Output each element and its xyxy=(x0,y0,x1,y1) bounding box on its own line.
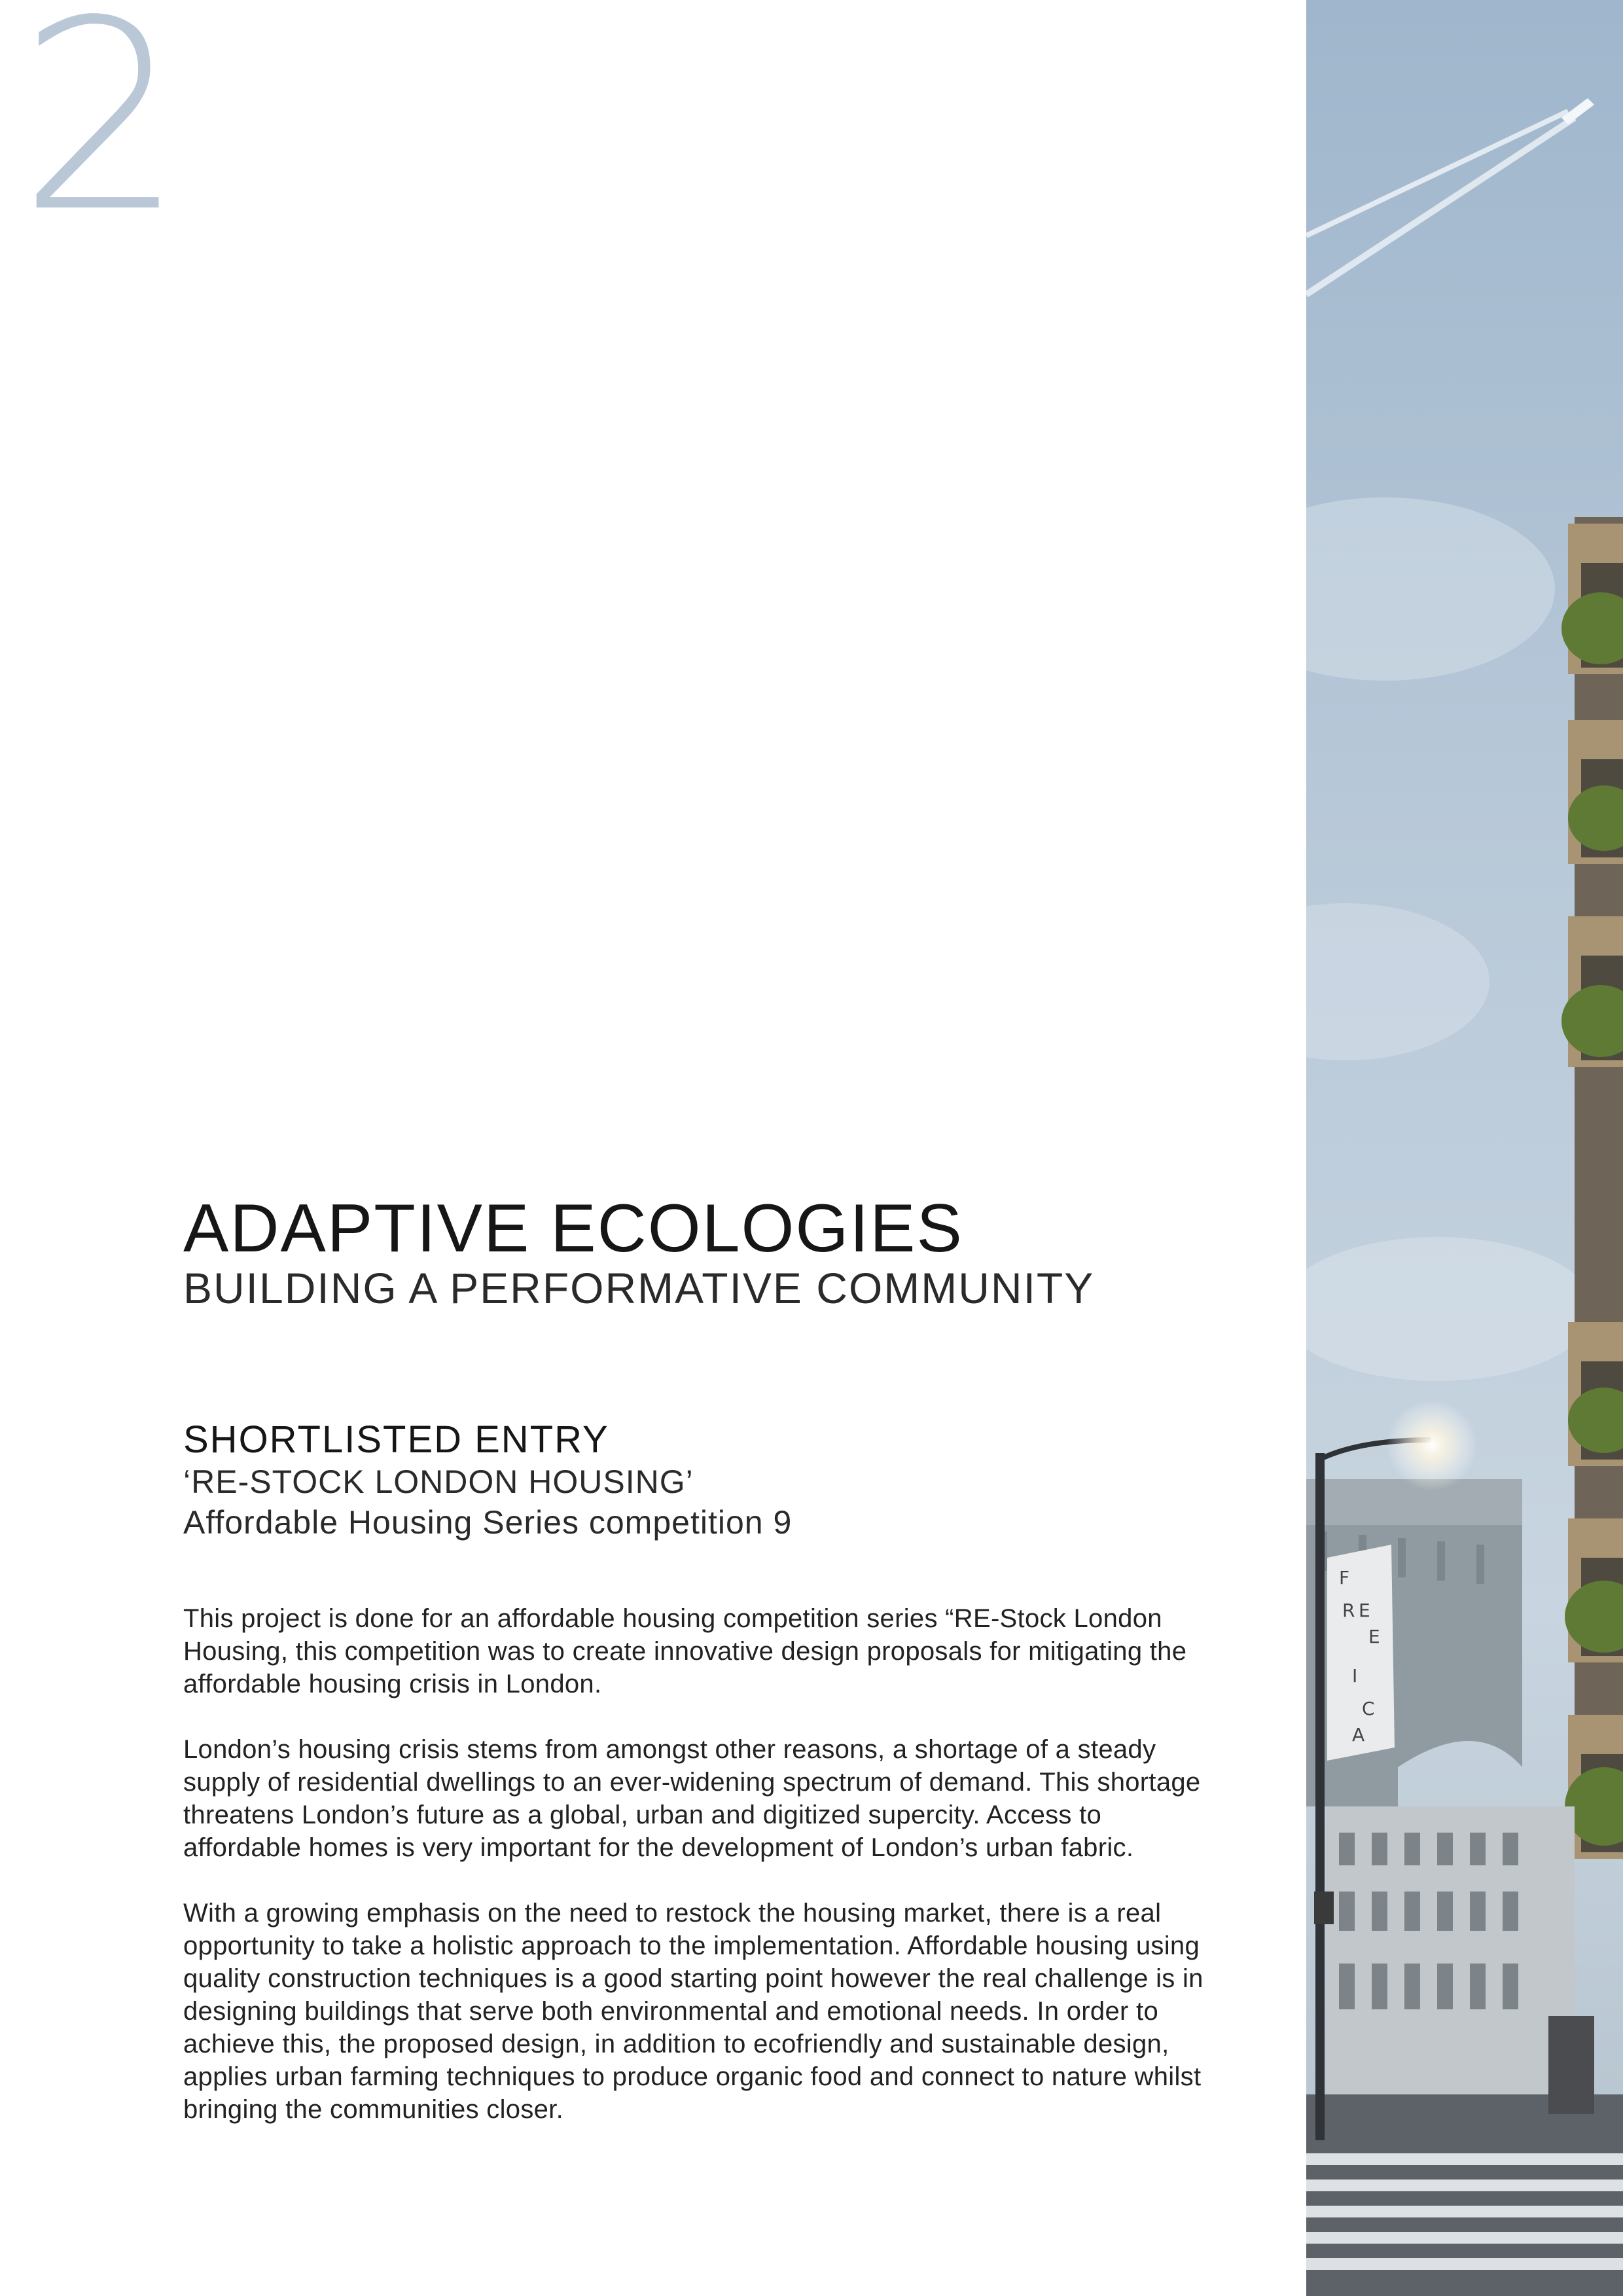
competition-series: Affordable Housing Series competition 9 xyxy=(183,1503,793,1541)
banner-letter: E xyxy=(1359,1600,1370,1621)
project-title: ADAPTIVE ECOLOGIES xyxy=(183,1191,963,1266)
competition-name: ‘RE-STOCK LONDON HOUSING’ xyxy=(183,1463,694,1500)
body-paragraph: London’s housing crisis stems from amongst other reasons, a shortage of a steady supply of residential dwellings to an ever-widening spectrum of demand. This shortage threatens London’s future as a global, urban and digitized supercity. Access to affordable homes is very important for the development of London’s urban fabric. xyxy=(183,1735,1201,1862)
project-render-image xyxy=(1306,0,1623,2296)
render-illustration xyxy=(1306,0,1623,2296)
body-paragraph: This project is done for an affordable housing competition series “RE-Stock London Housing, this competition was to create innovative design proposals for mitigating the affordable housing crisis in London. xyxy=(183,1604,1187,1698)
banner-letter: I xyxy=(1352,1665,1358,1687)
body-text xyxy=(183,1602,1217,2159)
banner-letter: A xyxy=(1352,1724,1365,1746)
banner-letter: C xyxy=(1362,1698,1375,1719)
banner-letter: E xyxy=(1368,1626,1380,1647)
banner-letter: F xyxy=(1339,1567,1350,1588)
entry-info xyxy=(183,1419,1204,1543)
project-subtitle: BUILDING A PERFORMATIVE COMMUNITY xyxy=(183,1264,1095,1312)
terraced-houses xyxy=(1326,1806,1575,2094)
page-number: 2 xyxy=(18,0,179,270)
street-banner xyxy=(1327,1545,1395,1761)
street-crosswalk xyxy=(1306,2094,1623,2296)
body-paragraph: With a growing emphasis on the need to restock the housing market, there is a real opportunity to take a holistic approach to the implementation. Affordable housing using quality construction techniques is a good starting point however the real challenge is in designing buildings that serve both environmental and emotional needs. In order to achieve this, the proposed design, in addition to ecofriendly and sustainable design, applies urban farming techniques to produce organic food and connect to nature whilst bringing the communities closer. xyxy=(183,1899,1204,2124)
utility-box xyxy=(1548,2016,1594,2114)
entry-heading: SHORTLISTED ENTRY xyxy=(183,1418,609,1461)
banner-letter: R xyxy=(1342,1600,1355,1621)
